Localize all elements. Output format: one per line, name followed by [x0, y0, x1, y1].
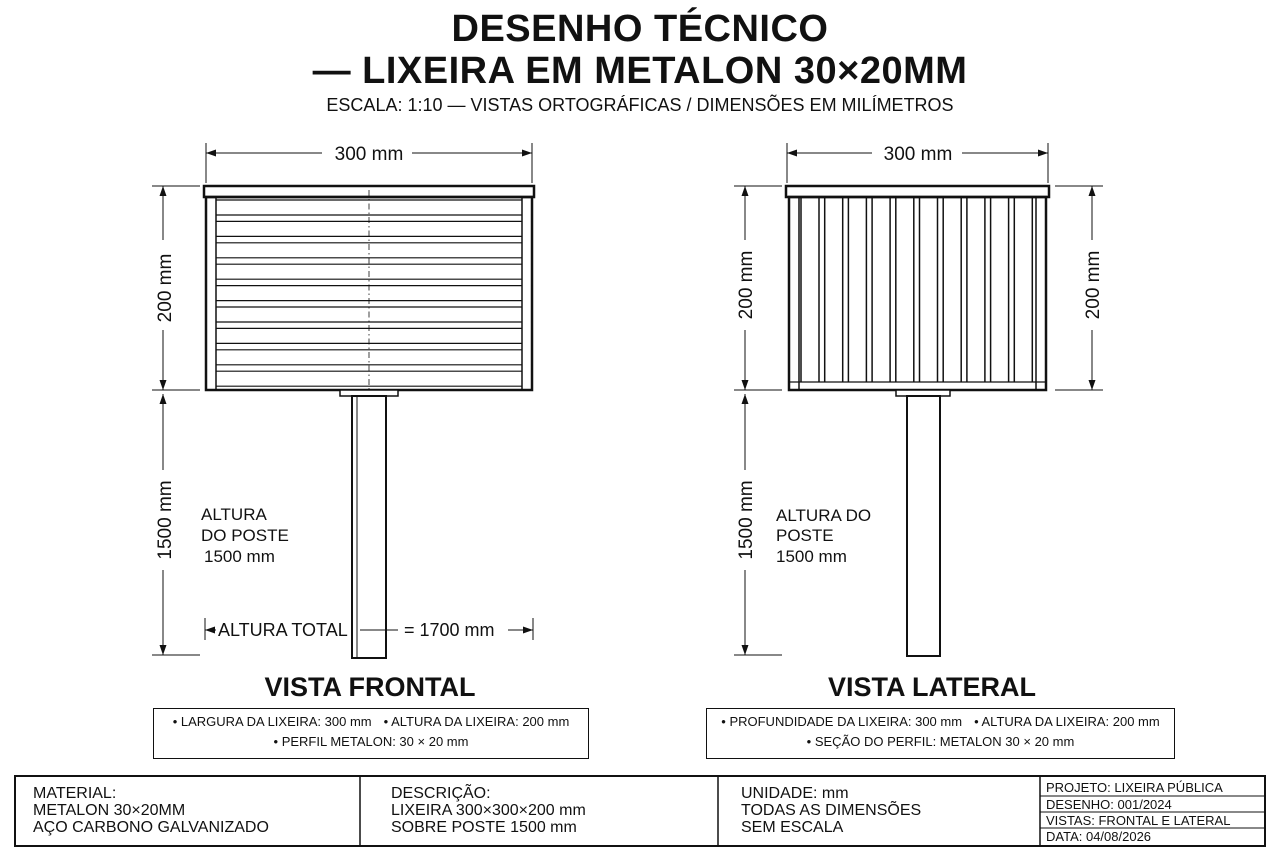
- descricao-value-2: SOBRE POSTE 1500 mm: [391, 819, 577, 836]
- material-value-2: AÇO CARBONO GALVANIZADO: [33, 819, 269, 836]
- total-height-label: ALTURA TOTAL: [218, 620, 348, 640]
- side-spec-line2: • SEÇÃO DO PERFIL: METALON 30 × 20 mm: [806, 734, 1075, 749]
- side-width-dim-label: 300 mm: [883, 144, 953, 165]
- material-label: MATERIAL:: [33, 785, 117, 802]
- front-spec-box: [153, 708, 589, 759]
- drawing-subtitle: ESCALA: 1:10 — VISTAS ORTOGRÁFICAS / DIMENSÕES EM MILÍMETROS: [326, 95, 954, 115]
- front-spec-width: • LARGURA DA LIXEIRA: 300 mm: [172, 714, 372, 729]
- descricao-label: DESCRIÇÃO:: [391, 785, 491, 802]
- unidade-label: UNIDADE: mm: [741, 785, 849, 802]
- front-view-drawing: [152, 143, 534, 658]
- side-post: [907, 396, 940, 656]
- front-spec-line2: • PERFIL METALON: 30 × 20 mm: [273, 734, 469, 749]
- front-height-dim-label: 200 mm: [155, 253, 176, 323]
- drawing-title-line1: DESENHO TÉCNICO: [451, 8, 829, 50]
- side-height-dim-label-left: 200 mm: [736, 250, 757, 320]
- side-body-frame: [789, 197, 1046, 390]
- title-block-projeto: PROJETO: LIXEIRA PÚBLICA: [1046, 780, 1223, 795]
- side-post-dim-label: 1500 mm: [736, 480, 757, 560]
- title-block-unidade: [741, 785, 921, 836]
- side-spec-height: • ALTURA DA LIXEIRA: 200 mm: [974, 714, 1160, 729]
- title-block-descricao: [391, 785, 586, 836]
- front-spec-line1: [154, 712, 588, 732]
- title-block-material: [33, 785, 269, 836]
- total-height-value: = 1700 mm: [404, 620, 495, 640]
- side-spec-depth: • PROFUNDIDADE DA LIXEIRA: 300 mm: [721, 714, 963, 729]
- descricao-value-1: LIXEIRA 300×300×200 mm: [391, 802, 586, 819]
- side-post-label-line2: POSTE: [776, 526, 834, 545]
- material-value-1: METALON 30×20MM: [33, 802, 186, 819]
- side-view-drawing: [734, 143, 1103, 656]
- side-vertical-slats: [801, 197, 1032, 382]
- front-width-dim-label: 300 mm: [334, 144, 404, 165]
- side-view-title: VISTA LATERAL: [828, 672, 1036, 702]
- title-block-data: DATA: 04/08/2026: [1046, 829, 1152, 844]
- title-block-desenho: DESENHO: 001/2024: [1046, 797, 1172, 812]
- drawing-title-line2: — LIXEIRA EM METALON 30×20MM: [312, 50, 968, 92]
- front-view-title: VISTA FRONTAL: [264, 672, 476, 702]
- side-spec-line1: [707, 712, 1174, 732]
- front-post-label-line2: DO POSTE: [201, 526, 289, 545]
- front-post-dim-label: 1500 mm: [155, 480, 176, 560]
- front-horizontal-slats: [216, 200, 522, 386]
- front-post-label-line3: 1500 mm: [204, 547, 275, 566]
- side-height-dim-label-right: 200 mm: [1083, 250, 1104, 320]
- unidade-value-2: SEM ESCALA: [741, 819, 844, 836]
- side-spec-box: [706, 708, 1175, 759]
- front-spec-height: • ALTURA DA LIXEIRA: 200 mm: [383, 714, 570, 729]
- side-post-label-line1: ALTURA DO: [776, 506, 872, 525]
- front-post-label-line1: ALTURA: [201, 505, 267, 524]
- title-block-vistas: VISTAS: FRONTAL E LATERAL: [1046, 813, 1231, 828]
- unidade-value-1: TODAS AS DIMENSÕES: [741, 802, 922, 819]
- side-post-label-line3: 1500 mm: [776, 547, 847, 566]
- side-lid: [786, 186, 1049, 197]
